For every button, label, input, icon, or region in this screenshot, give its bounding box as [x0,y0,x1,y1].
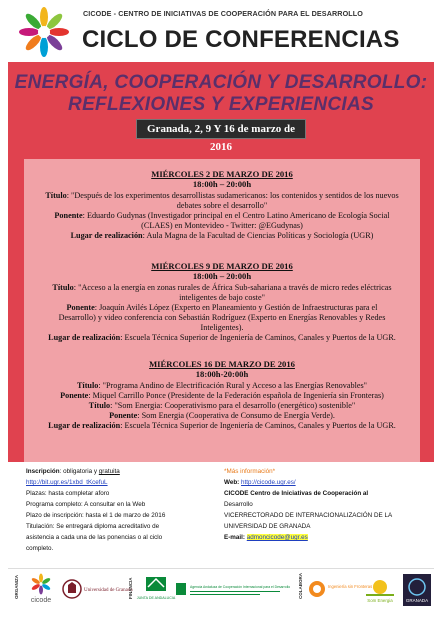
organization-line: CICODE - CENTRO DE INICIATIVAS DE COOPERACIÓN PARA EL DESARROLLO [83,9,363,18]
svg-text:Ingeniería sin Fronteras: Ingeniería sin Fronteras [328,584,373,589]
session-time: 18:00h – 20:00h [192,271,252,281]
session-line: Título: "Acceso a la energía en zonas rurales de África Sub-sahariana a través de micro redes eléctricas [52,283,392,292]
plazas-line: Plazas: hasta completar aforo [26,490,110,497]
organiza-label: ORGANIZA [14,575,19,599]
ingenieria-sin-fronteras-logo-icon [308,577,373,601]
colabora-label: COLABORA [298,573,303,599]
plazo-line: Plazo de inscripción: hasta el 1 de marzo de 2016 [26,512,166,519]
session-3 [24,359,420,431]
svg-text:JUNTA DE ANDALUCIA: JUNTA DE ANDALUCIA [136,596,176,600]
programa-line: Programa completo: A consultar en la Web [26,501,146,508]
vice-line-2: UNIVERSIDAD DE GRANADA [224,523,311,530]
sponsor-footer [8,568,434,613]
session-2 [24,261,420,343]
financia-label: FINANCIA [128,577,133,599]
session-date: MIÉRCOLES 9 DE MARZO DE 2016 [151,261,293,271]
page-title: CICLO DE CONFERENCIAS [82,26,400,53]
session-line: Lugar de realización: Escuela Técnica Superior de Ingeniería de Caminos, Canales y Puertos de la UGR. [48,333,396,342]
session-line: Lugar de realización: Escuela Técnica Superior de Ingeniería de Caminos, Canales y Puertos de la UGR. [48,421,396,430]
more-info-heading: *Más información* [224,468,276,475]
inscripcion-line: Inscripción: obligatoria y gratuita [26,468,120,475]
cicode-line-1: CICODE Centro de Iniciativas de Cooperación al [224,490,369,497]
session-line: Título: "Después de los experimentos desarrollistas sudamericanos: los contenidos y sentidos de los nuevos [45,191,399,200]
svg-text:GRANADA: GRANADA [405,598,429,603]
cicode-line-2: Desarrollo [224,501,253,508]
headline-line-2: REFLEXIONES Y EXPERIENCIAS [68,94,374,115]
session-line: Inteligentes). [200,323,244,332]
junta-andalucia-logo-icon [136,575,176,603]
svg-text:Agencia Andaluza de Cooperació: Agencia Andaluza de Cooperación Internacional para el Desarrollo [190,585,291,589]
cicode-flower-logo-icon [16,4,72,60]
web-line: Web: http://cicode.ugr.es/ [224,479,296,486]
page-header [0,0,438,62]
vice-line-1: VICERRECTORADO DE INTERNACIONALIZACIÓN DE LA [224,512,393,519]
email-link[interactable]: admoncicode@ugr.es [246,534,308,541]
session-time: 18:00h-20:00h [195,369,249,379]
event-banner [8,62,434,462]
session-line: Ponente: Joaquín Avilés López (Experto en Planeamiento y Gestión de Infraestructuras para el [66,303,378,312]
registration-link[interactable]: http://bit.ugr.es/1xbd_tKcefuL [26,479,108,486]
titulacion-line-2: asistencia a cada una de las ponencias o al ciclo [26,534,163,541]
aacid-logo-icon [176,579,291,601]
session-line: inteligentes de bajo coste" [179,293,265,302]
som-energia-logo-icon [362,577,398,603]
session-line: Título: "Programa Andino de Electrificación Rural y Acceso a las Energías Renovables" [76,381,368,390]
session-line: Lugar de realización: Aula Magna de la Facultad de Ciencias Políticas y Sociología (UGR) [70,231,374,240]
svg-text:cicode: cicode [30,597,52,604]
session-line: debates sobre el desarrollo" [176,201,268,210]
session-line: Desarrollo) y video conferencia con Sebastián Rodríguez (Experto en Energías Renovables y Redes [58,313,386,322]
cicode-logo-icon [24,573,58,605]
session-line: (CLAES) en Montevideo - Twitter: @EGudynas) [141,221,303,230]
session-line: Ponente: Som Energia (Cooperativa de Consumo de Energía Verde). [109,411,335,420]
titulacion-line-3: completo. [26,545,54,552]
svg-text:Som Energia: Som Energia [367,598,393,603]
session-line: Ponente: Eduardo Gudynas (Investigador principal en el Centro Latino Americano de Ecología Social [54,211,390,220]
granada-tech-logo-icon [402,573,432,607]
headline-line-1: ENERGÍA, COOPERACIÓN Y DESARROLLO: [14,72,428,93]
event-dates: Granada, 2, 9 Y 16 de marzo de 2016 [136,119,306,139]
program-box [24,159,420,505]
titulacion-line-1: Titulación: Se entregará diploma acreditativo de [26,523,160,530]
session-1 [24,169,420,241]
session-line: Título: "Som Energia: Cooperativismo para el desarrollo (energético) sostenible" [88,401,356,410]
email-line: E-mail: admoncicode@ugr.es [224,534,308,541]
session-date: MIÉRCOLES 2 DE MARZO DE 2016 [151,169,293,179]
svg-text:Universidad de Granada: Universidad de Granada [84,588,133,593]
session-date: MIÉRCOLES 16 DE MARZO DE 2016 [149,359,295,369]
session-time: 18:00h – 20:00h [192,179,252,189]
registration-info [26,466,206,554]
web-link[interactable]: http://cicode.ugr.es/ [241,479,296,486]
contact-info [224,466,424,543]
session-line: Ponente: Miquel Carrillo Ponce (Presidente de la Federación española de Ingeniería sin Fronteras) [60,391,384,400]
